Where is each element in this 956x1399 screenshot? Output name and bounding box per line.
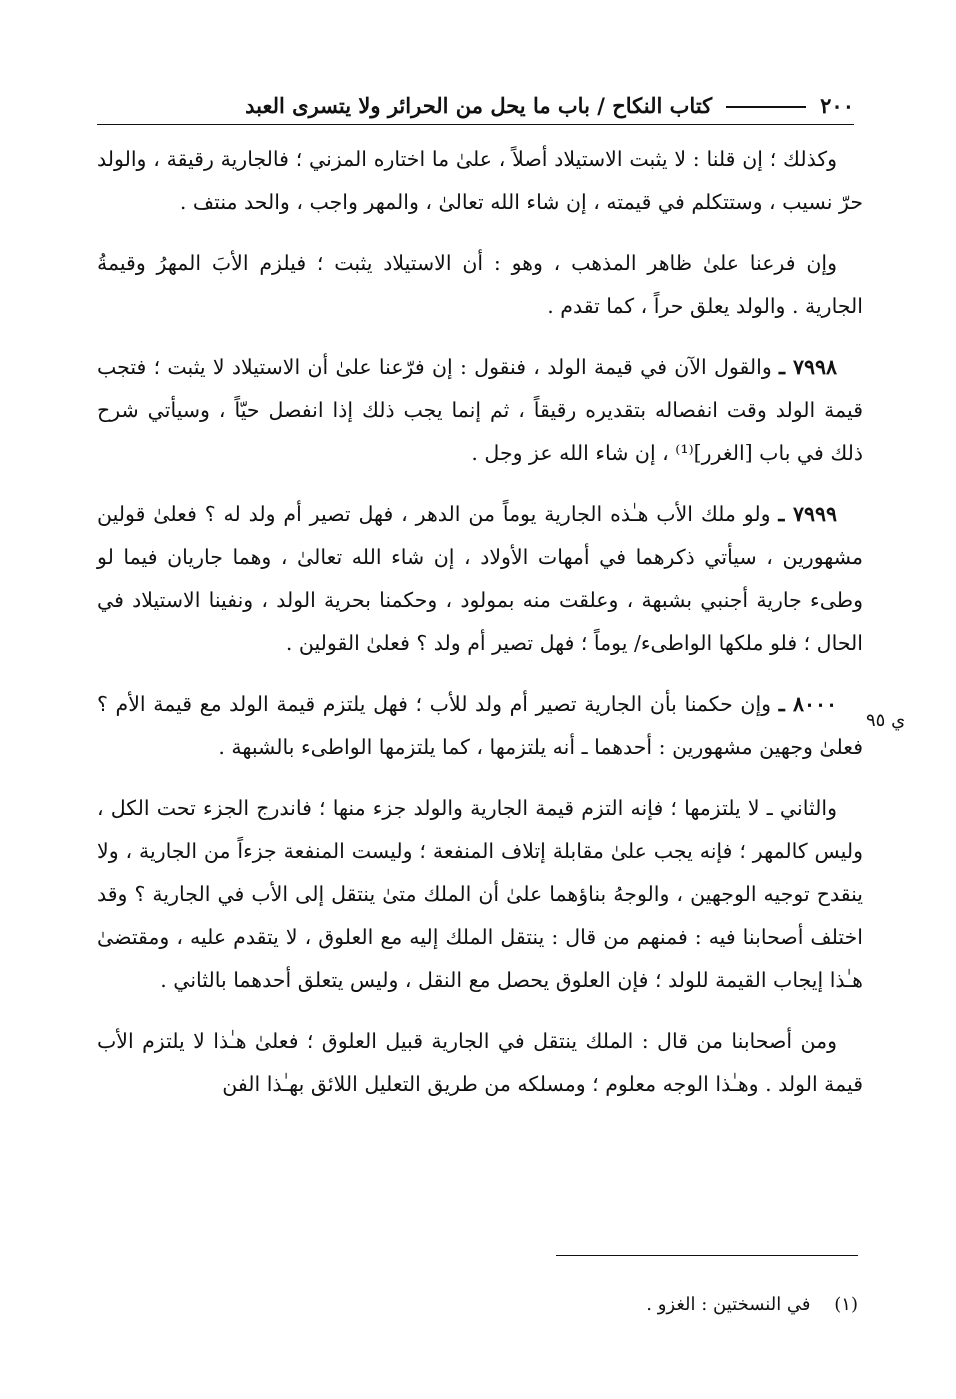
paragraph-text: والقول الآن في قيمة الولد ، فنقول : إن فرّعنا علىٰ أن الاستيلاد لا يثبت ؛ فتجب قيمة الولد وقت انفصاله بتقديره رقيقاً ، ثم إنما يجب ذلك إذا انفصل حيّاً ، وسيأتي شرح ذلك في باب [الغرر]⁽¹⁾ ، إن شاء الله عز وجل .: [97, 355, 863, 465]
paragraph: [97, 683, 863, 769]
paragraph: ومن أصحابنا من قال : الملك ينتقل في الجارية قبيل العلوق ؛ فعلىٰ هـٰذا لا يلتزم الأب قيمة الولد . وهـٰذا الوجه معلوم ؛ ومسلكه من طريق التعليل اللائق بهـٰذا الفن: [97, 1029, 863, 1096]
issue-number: ٨٠٠٠ ـ: [778, 692, 837, 716]
running-header: [97, 80, 854, 125]
paragraph: [97, 346, 863, 475]
running-title: كتاب النكاح / باب ما يحل من الحرائر ولا يتسرى العبد: [245, 93, 713, 118]
page-number: ٢٠٠: [820, 93, 854, 118]
paragraph: وإن فرعنا علىٰ ظاهر المذهب ، وهو : أن الاستيلاد يثبت ؛ فيلزم الأبَ المهرُ وقيمةُ الجارية . والولد يعلق حراً ، كما تقدم .: [97, 251, 863, 318]
issue-number: ٧٩٩٨ ـ: [779, 355, 837, 379]
paragraph-text: ولو ملك الأب هـٰذه الجارية يوماً من الدهر ، فهل تصير أم ولد له ؟ فعلىٰ قولين مشهورين ، سيأتي ذكرهما في أمهات الأولاد ، إن شاء الله تعالىٰ ، وهما جاريان فيما لو وطىء جارية أجنبي بشبهة ، وعلقت منه بمولود ، وحكمنا بحرية الولد ، ونفينا الاستيلاد في الحال ؛ فلو ملكها الواطىء/ يوماً ؛ فهل تصير أم ولد ؟ فعلىٰ القولين .: [97, 502, 863, 655]
footnote: [500, 1290, 858, 1320]
paragraph: [97, 493, 863, 665]
paragraph: والثاني ـ لا يلتزمها ؛ فإنه التزم قيمة الجارية والولد جزء منها ؛ فاندرج الجزء تحت الكل ، وليس كالمهر ؛ فإنه يجب علىٰ مقابلة إتلاف المنفعة ؛ وليست المنفعة جزءاً من الجارية ، ولا ينقدح توجيه الوجهين ، والوجهُ بناؤهما علىٰ أن الملك متىٰ ينتقل إلى الأب في الجارية ؟ وقد اختلف أصحابنا فيه : فمنهم من قال : ينتقل الملك إليه مع العلوق ، لا يتقدم عليه ، ومقتضىٰ هـٰذا إيجاب القيمة للولد ؛ فإن العلوق يحصل مع النقل ، وليس يتعلق أحدهما بالثاني .: [97, 796, 863, 992]
manuscript-margin-reference: ي ٩٥: [866, 710, 906, 731]
issue-number: ٧٩٩٩ ـ: [778, 502, 837, 526]
main-text: [97, 138, 863, 1124]
footnote-number: (١): [834, 1294, 858, 1315]
paragraph-text: وإن حكمنا بأن الجارية تصير أم ولد للأب ؛ فهل يلتزم قيمة الولد مع قيمة الأم ؟ فعلىٰ وجهين مشهورين : أحدهما ـ أنه يلتزمها ، كما يلتزمها الواطىء بالشبهة .: [97, 692, 863, 759]
paragraph: وكذلك ؛ إن قلنا : لا يثبت الاستيلاد أصلاً ، علىٰ ما اختاره المزني ؛ فالجارية رقيقة ، والولد حرّ نسيب ، وستتكلم في قيمته ، إن شاء الله تعالىٰ ، والمهر واجب ، والحد منتف .: [97, 147, 863, 214]
footnote-divider: [556, 1255, 858, 1256]
footnote-text: في النسختين : الغزو .: [646, 1294, 811, 1315]
header-dash: [726, 106, 806, 108]
